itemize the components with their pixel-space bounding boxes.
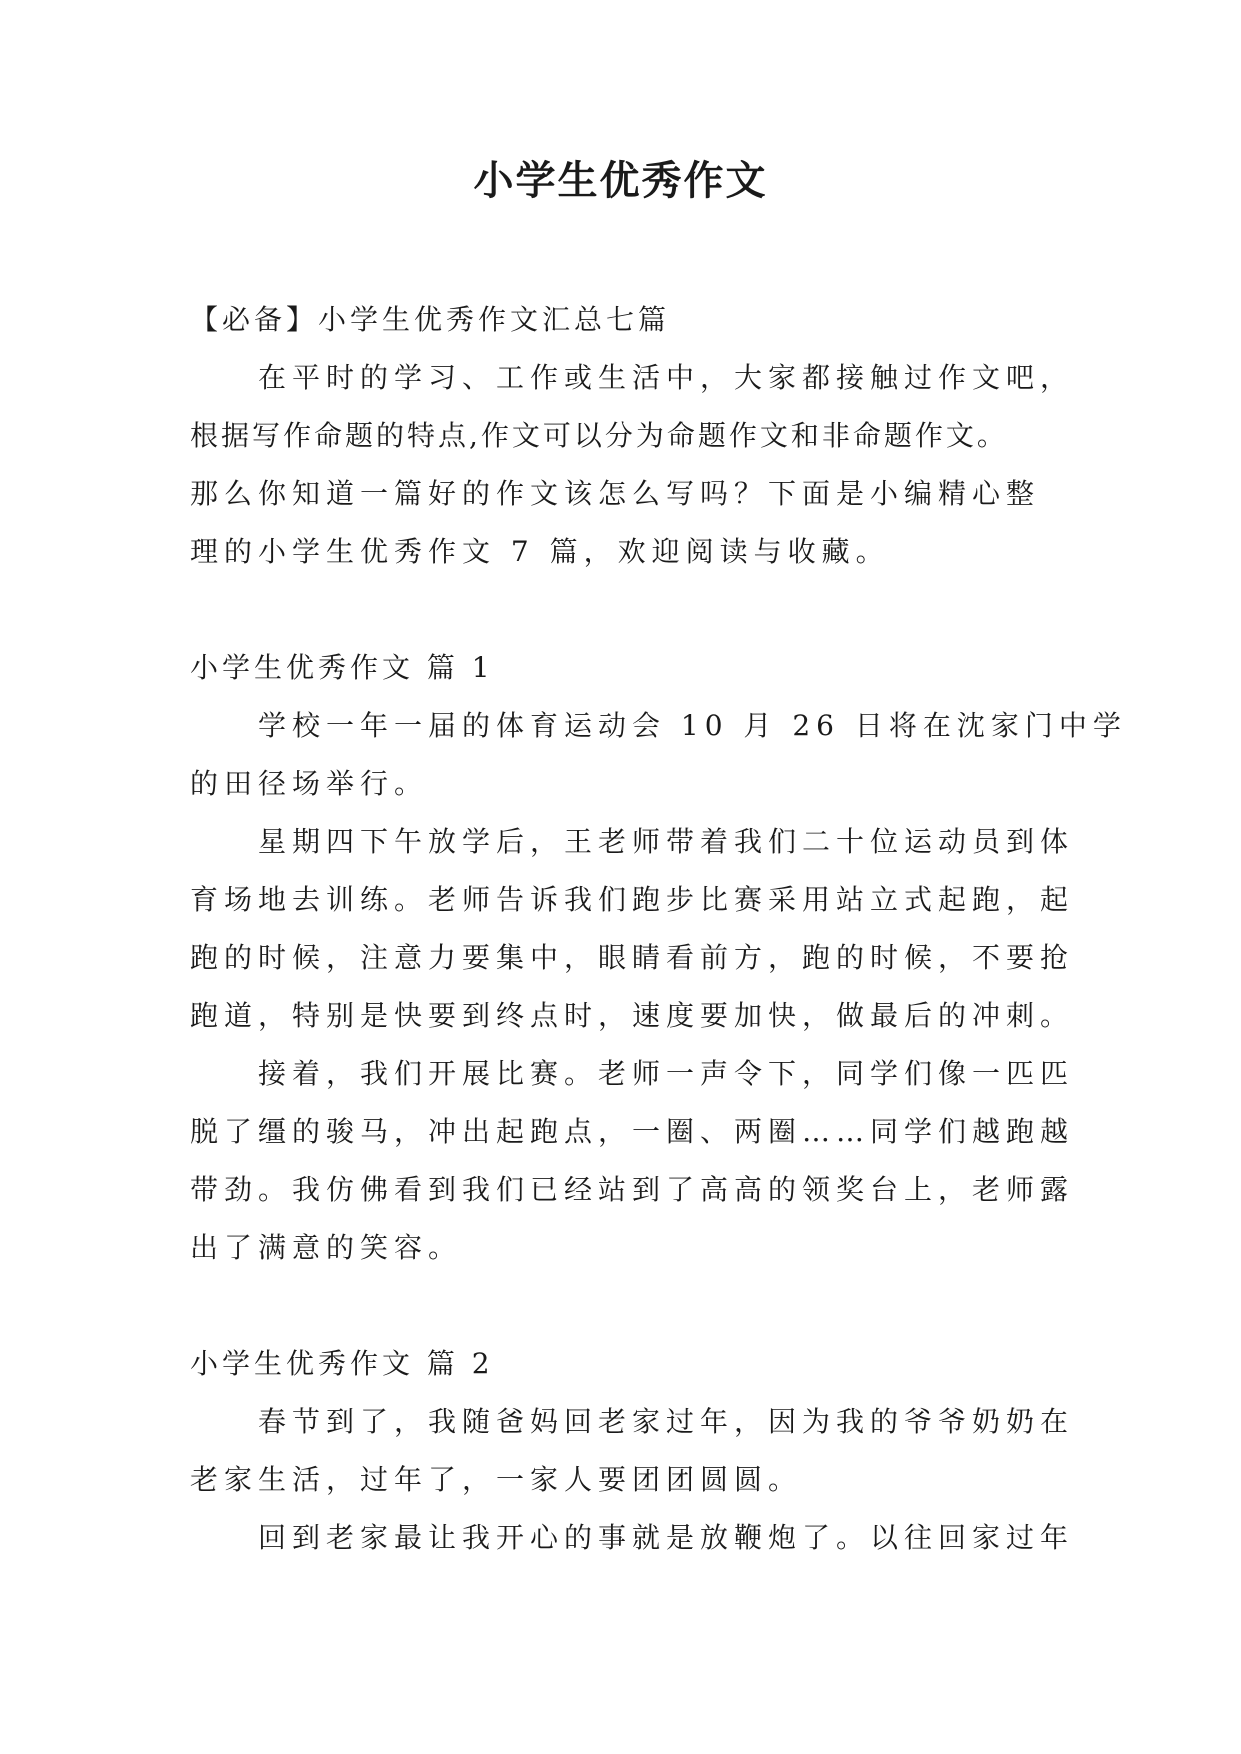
section-heading: 小学生优秀作文 篇 2 [190, 1347, 494, 1380]
paragraph-line: 回到老家最让我开心的事就是放鞭炮了。以往回家过年 [258, 1521, 1075, 1554]
intro-line: 那么你知道一篇好的作文该怎么写吗？下面是小编精心整 [190, 477, 1041, 510]
intro-line: 理的小学生优秀作文 7 篇，欢迎阅读与收藏。 [190, 535, 890, 568]
section-heading: 小学生优秀作文 篇 1 [190, 651, 494, 684]
paragraph-line: 接着，我们开展比赛。老师一声令下，同学们像一匹匹 [258, 1057, 1075, 1090]
paragraph-line: 老家生活，过年了，一家人要团团圆圆。 [190, 1463, 803, 1496]
document-subtitle: 【必备】小学生优秀作文汇总七篇 [190, 303, 671, 336]
paragraph-line: 出了满意的笑容。 [190, 1231, 463, 1264]
paragraph-line: 的田径场举行。 [190, 767, 429, 800]
paragraph-line: 育场地去训练。老师告诉我们跑步比赛采用站立式起跑，起 [190, 883, 1075, 916]
paragraph-line: 星期四下午放学后，王老师带着我们二十位运动员到体 [258, 825, 1075, 858]
paragraph-line: 跑道，特别是快要到终点时，速度要加快，做最后的冲刺。 [190, 999, 1075, 1032]
intro-line: 根据写作命题的特点,作文可以分为命题作文和非命题作文。 [190, 419, 1008, 452]
paragraph-line: 带劲。我仿佛看到我们已经站到了高高的领奖台上，老师露 [190, 1173, 1075, 1206]
paragraph-line: 脱了缰的骏马，冲出起跑点，一圈、两圈……同学们越跑越 [190, 1115, 1075, 1148]
paragraph-line: 学校一年一届的体育运动会 10 月 26 日将在沈家门中学 [258, 709, 1127, 742]
paragraph-line: 春节到了，我随爸妈回老家过年，因为我的爷爷奶奶在 [258, 1405, 1075, 1438]
paragraph-line: 跑的时候，注意力要集中，眼睛看前方，跑的时候，不要抢 [190, 941, 1075, 974]
intro-line: 在平时的学习、工作或生活中，大家都接触过作文吧， [258, 361, 1075, 394]
document-title: 小学生优秀作文 [473, 157, 768, 204]
